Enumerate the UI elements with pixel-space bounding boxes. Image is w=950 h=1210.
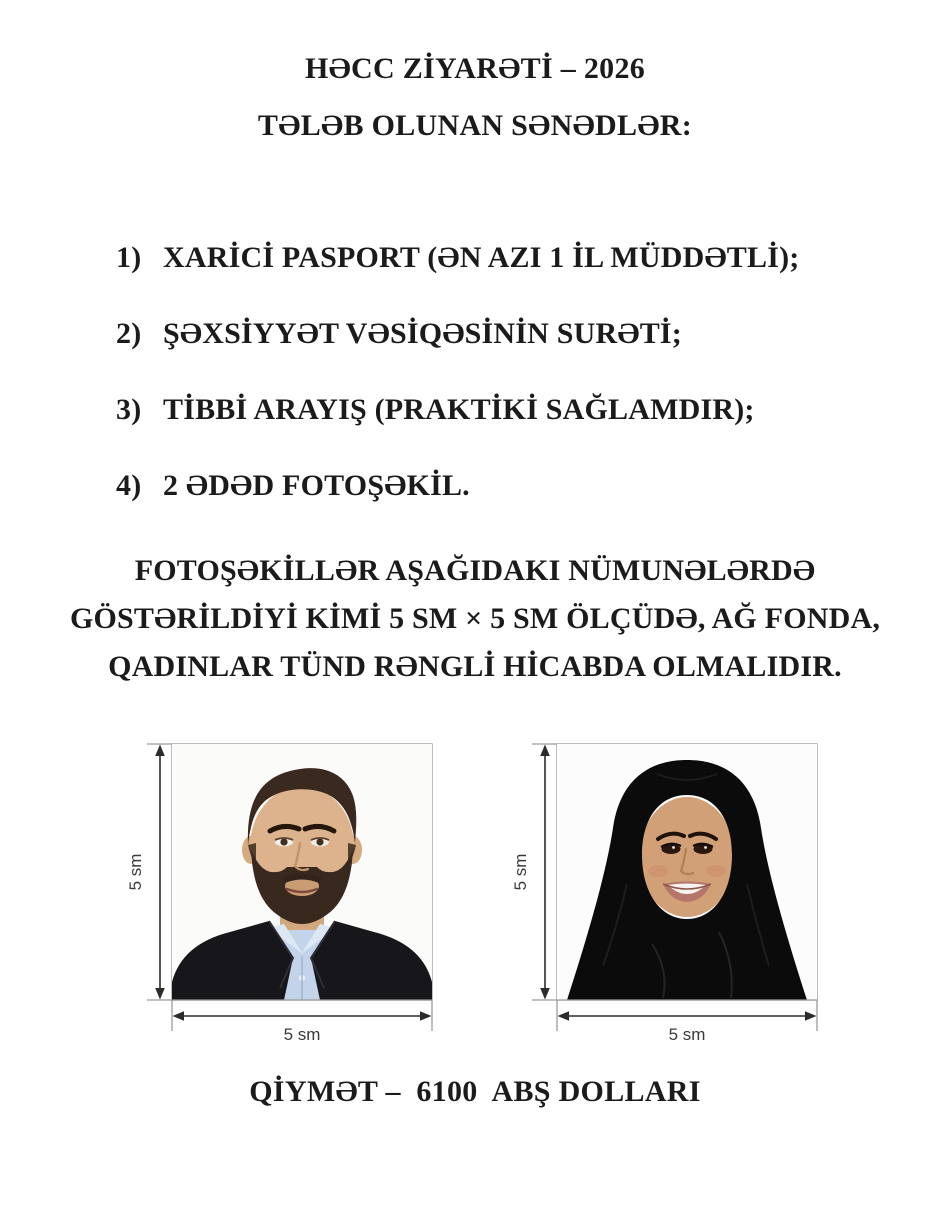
female-portrait-illustration bbox=[557, 744, 817, 1000]
height-dimension-label: 5 sm bbox=[511, 853, 530, 891]
note-line-1: FOTOŞƏKİLLƏR AŞAĞIDAKI NÜMUNƏLƏRDƏ bbox=[134, 554, 816, 587]
photo-examples-row bbox=[0, 738, 950, 1043]
price-line: QİYMƏT – 6100 ABŞ DOLLARI bbox=[249, 1075, 701, 1108]
height-dimension-label: 5 sm bbox=[126, 853, 145, 891]
requirement-item-1 bbox=[116, 242, 950, 274]
requirement-item-4 bbox=[116, 470, 950, 502]
horizontal-dimension-arrow bbox=[558, 1011, 817, 1021]
male-portrait-illustration bbox=[168, 744, 436, 1000]
document-subtitle: TƏLƏB OLUNAN SƏNƏDLƏR: bbox=[257, 109, 693, 142]
item-text: XARİCİ PASPORT (ƏN AZI 1 İL MÜDDƏTLİ); bbox=[163, 241, 800, 274]
item-text: TİBBİ ARAYIŞ (PRAKTİKİ SAĞLAMDIR); bbox=[163, 393, 755, 426]
width-dimension-label: 5 sm bbox=[283, 1025, 321, 1043]
male-photo-figure bbox=[125, 738, 440, 1043]
width-dimension-label: 5 sm bbox=[668, 1025, 706, 1043]
item-number: 2) bbox=[116, 317, 142, 350]
vertical-dimension-arrow bbox=[540, 745, 550, 1000]
item-text: ŞƏXSİYYƏT VƏSİQƏSİNİN SURƏTİ; bbox=[163, 317, 682, 350]
requirement-item-3 bbox=[116, 394, 950, 426]
female-photo-figure bbox=[510, 738, 825, 1043]
item-text: 2 ƏDƏD FOTOŞƏKİL. bbox=[163, 469, 470, 502]
vertical-dimension-arrow bbox=[155, 745, 165, 1000]
note-line-3: QADINLAR TÜND RƏNGLİ HİCABDA OLMALIDIR. bbox=[108, 650, 842, 683]
photo-requirements-note bbox=[0, 547, 950, 691]
note-line-2: GÖSTƏRİLDİYİ KİMİ 5 SM × 5 SM ÖLÇÜDƏ, AĞ FONDA, bbox=[69, 602, 881, 635]
item-number: 3) bbox=[116, 393, 142, 426]
document-title: HƏCC ZİYARƏTİ – 2026 bbox=[304, 52, 646, 85]
requirement-item-2 bbox=[116, 318, 950, 350]
item-number: 1) bbox=[116, 241, 142, 274]
item-number: 4) bbox=[116, 469, 142, 502]
horizontal-dimension-arrow bbox=[173, 1011, 432, 1021]
requirements-list bbox=[116, 242, 950, 502]
